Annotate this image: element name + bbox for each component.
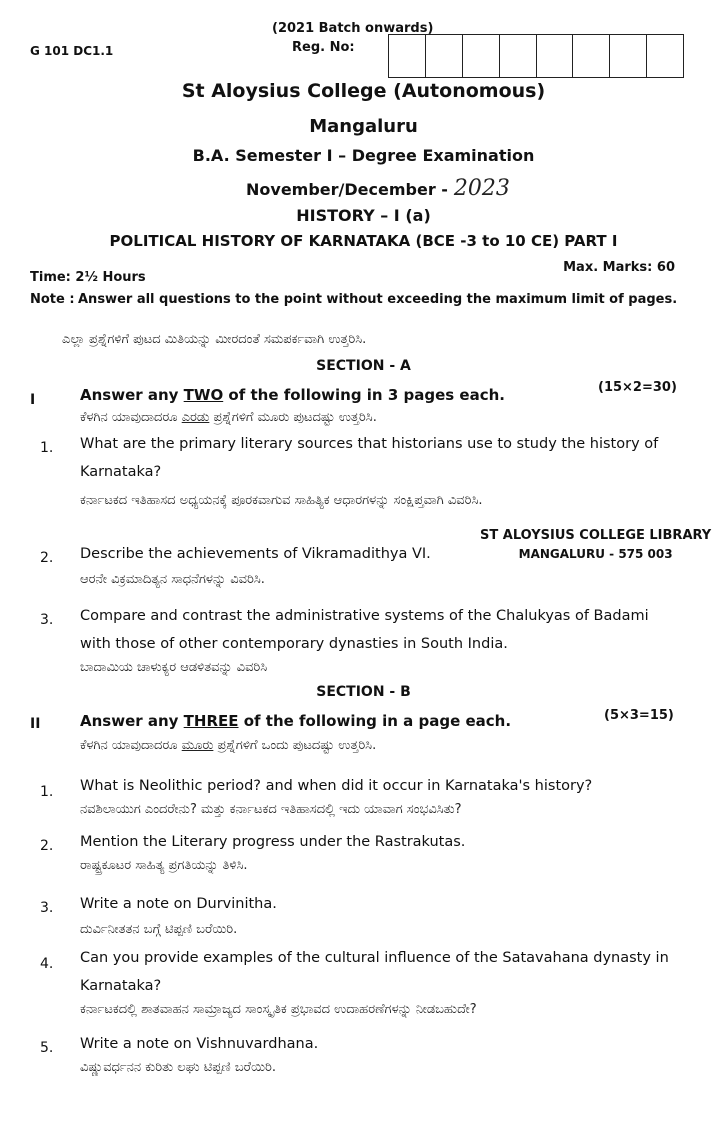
reg-no-label: Reg. No: bbox=[292, 40, 355, 55]
kn-post: ಪ್ರಶ್ನೆಗಳಿಗೆ ಒಂದು ಪುಟದಷ್ಟು ಉತ್ತರಿಸಿ. bbox=[213, 738, 377, 753]
question-kannada: ನವಶಿಲಾಯುಗ ಎಂದರೇನು? ಮತ್ತು ಕರ್ನಾಟಕದ ಇತಿಹಾಸದಲ್ಲಿ ಇದು ಯಾವಾಗ ಸಂಭವಿಸಿತು? bbox=[80, 802, 462, 817]
question-kannada: ಕರ್ನಾಟಕದಲ್ಲಿ ಶಾತವಾಹನ ಸಾಮ್ರಾಜ್ಯದ ಸಾಂಸ್ಕೃತಿಕ ಪ್ರಭಾವದ ಉದಾಹರಣೆಗಳನ್ನು ನೀಡಬಹುದೇ? bbox=[80, 1002, 477, 1017]
handwritten-year: 2023 bbox=[453, 176, 510, 201]
question-text: Write a note on Vishnuvardhana. bbox=[80, 1036, 319, 1052]
instr-pre: Answer any bbox=[80, 386, 184, 404]
instr-post: of the following in 3 pages each. bbox=[223, 386, 505, 404]
question-number: 1. bbox=[40, 784, 54, 800]
question-text: Describe the achievements of Vikramadithya VI. bbox=[80, 546, 431, 562]
question-number: 3. bbox=[40, 900, 54, 916]
question-kannada: ಆರನೇ ವಿಕ್ರಮಾದಿತ್ಯನ ಸಾಧನೆಗಳನ್ನು ವಿವರಿಸಿ. bbox=[80, 572, 265, 587]
exam-time: Time: 2½ Hours bbox=[30, 270, 146, 285]
section-a-instruction bbox=[80, 386, 505, 404]
question-kannada: ರಾಷ್ಟ್ರಕೂಟರ ಸಾಹಿತ್ಯ ಪ್ರಗತಿಯನ್ನು ತಿಳಿಸಿ. bbox=[80, 858, 248, 873]
instr-key: TWO bbox=[183, 386, 224, 404]
exam-session bbox=[246, 176, 510, 201]
college-city: Mangaluru bbox=[309, 116, 418, 137]
section-b-roman: II bbox=[30, 716, 41, 732]
question-text: What is Neolithic period? and when did it occur in Karnataka's history? bbox=[80, 778, 593, 794]
note-label: Note : bbox=[30, 292, 75, 307]
question-number: 2. bbox=[40, 838, 54, 854]
section-a-instruction-kannada bbox=[80, 410, 377, 425]
session-label: November/December - bbox=[246, 180, 448, 199]
paper-title: POLITICAL HISTORY OF KARNATAKA (BCE -3 to 10 CE) PART I bbox=[109, 232, 618, 250]
stamp-line-1: ST ALOYSIUS COLLEGE LIBRARY bbox=[480, 528, 712, 543]
section-b-marks: (5×3=15) bbox=[604, 708, 674, 723]
note-text: Answer all questions to the point without exceeding the maximum limit of pages. bbox=[78, 292, 678, 307]
question-kannada: ಬಾದಾಮಿಯ ಚಾಳುಕ್ಯರ ಆಡಳಿತವನ್ನು ವಿವರಿಸಿ bbox=[80, 660, 268, 675]
question-kannada: ಕರ್ನಾಟಕದ ಇತಿಹಾಸದ ಅಧ್ಯಯನಕ್ಕೆ ಪೂರಕವಾಗುವ ಸಾಹಿತ್ಯಿಕ ಆಧಾರಗಳನ್ನು ಸಂಕ್ಷಿಪ್ತವಾಗಿ ವಿವರಿಸಿ. bbox=[80, 493, 483, 508]
reg-box bbox=[463, 35, 500, 77]
instr-post: of the following in a page each. bbox=[238, 712, 512, 730]
exam-title: B.A. Semester I – Degree Examination bbox=[192, 146, 535, 165]
question-text: Compare and contrast the administrative systems of the Chalukyas of Badami with those of other contemporary dynasties in South India. bbox=[80, 608, 649, 652]
stamp-line-2: MANGALURU - 575 003 bbox=[518, 547, 673, 561]
reg-box bbox=[647, 35, 683, 77]
question-kannada: ದುರ್ವಿನೀತತನ ಬಗ್ಗೆ ಟಿಪ್ಪಣಿ ಬರೆಯಿರಿ. bbox=[80, 922, 238, 937]
kn-key: ಎರಡು bbox=[181, 410, 210, 425]
section-a-roman: I bbox=[30, 392, 36, 408]
kn-key: ಮೂರು bbox=[181, 738, 214, 753]
reg-box bbox=[610, 35, 647, 77]
college-name: St Aloysius College (Autonomous) bbox=[181, 80, 546, 102]
reg-no-boxes bbox=[388, 34, 684, 78]
kn-pre: ಕೆಳಗಿನ ಯಾವುದಾದರೂ bbox=[80, 738, 182, 753]
question-number: 3. bbox=[40, 612, 54, 628]
question-text: Can you provide examples of the cultural influence of the Satavahana dynasty in Karnataka? bbox=[80, 950, 669, 994]
question-text: Write a note on Durvinitha. bbox=[80, 896, 277, 912]
library-stamp bbox=[480, 527, 711, 563]
question-kannada: ವಿಷ್ಣುವರ್ಧನನ ಕುರಿತು ಲಘು ಟಿಪ್ಪಣಿ ಬರೆಯಿರಿ. bbox=[80, 1060, 277, 1075]
question-text: What are the primary literary sources that historians use to study the history of Karnataka? bbox=[80, 436, 659, 480]
max-marks: Max. Marks: 60 bbox=[563, 260, 675, 275]
section-b-instruction bbox=[80, 712, 511, 730]
section-b-instruction-kannada bbox=[80, 738, 376, 753]
section-a-title: SECTION - A bbox=[316, 358, 411, 374]
section-a-marks: (15×2=30) bbox=[598, 380, 677, 395]
reg-box bbox=[537, 35, 574, 77]
question-number: 5. bbox=[40, 1040, 54, 1056]
instr-pre: Answer any bbox=[80, 712, 184, 730]
kn-pre: ಕೆಳಗಿನ ಯಾವುದಾದರೂ bbox=[80, 410, 182, 425]
reg-box bbox=[426, 35, 463, 77]
reg-box bbox=[573, 35, 610, 77]
paper-code: G 101 DC1.1 bbox=[30, 44, 114, 58]
subject-title: HISTORY – I (a) bbox=[296, 206, 431, 225]
note-kannada: ಎಲ್ಲಾ ಪ್ರಶ್ನೆಗಳಿಗೆ ಪುಟದ ಮಿತಿಯನ್ನು ಮೀರದಂತೆ ಸಮಪರ್ಕವಾಗಿ ಉತ್ತರಿಸಿ. bbox=[62, 332, 367, 347]
section-b-title: SECTION - B bbox=[316, 684, 411, 700]
reg-box bbox=[389, 35, 426, 77]
kn-post: ಪ್ರಶ್ನೆಗಳಿಗೆ ಮೂರು ಪುಟದಷ್ಟು ಉತ್ತರಿಸಿ. bbox=[209, 410, 377, 425]
reg-box bbox=[500, 35, 537, 77]
batch-label: (2021 Batch onwards) bbox=[272, 21, 434, 36]
instr-key: THREE bbox=[183, 712, 239, 730]
question-text: Mention the Literary progress under the Rastrakutas. bbox=[80, 834, 466, 850]
question-number: 1. bbox=[40, 440, 54, 456]
question-number: 2. bbox=[40, 550, 54, 566]
question-number: 4. bbox=[40, 956, 54, 972]
